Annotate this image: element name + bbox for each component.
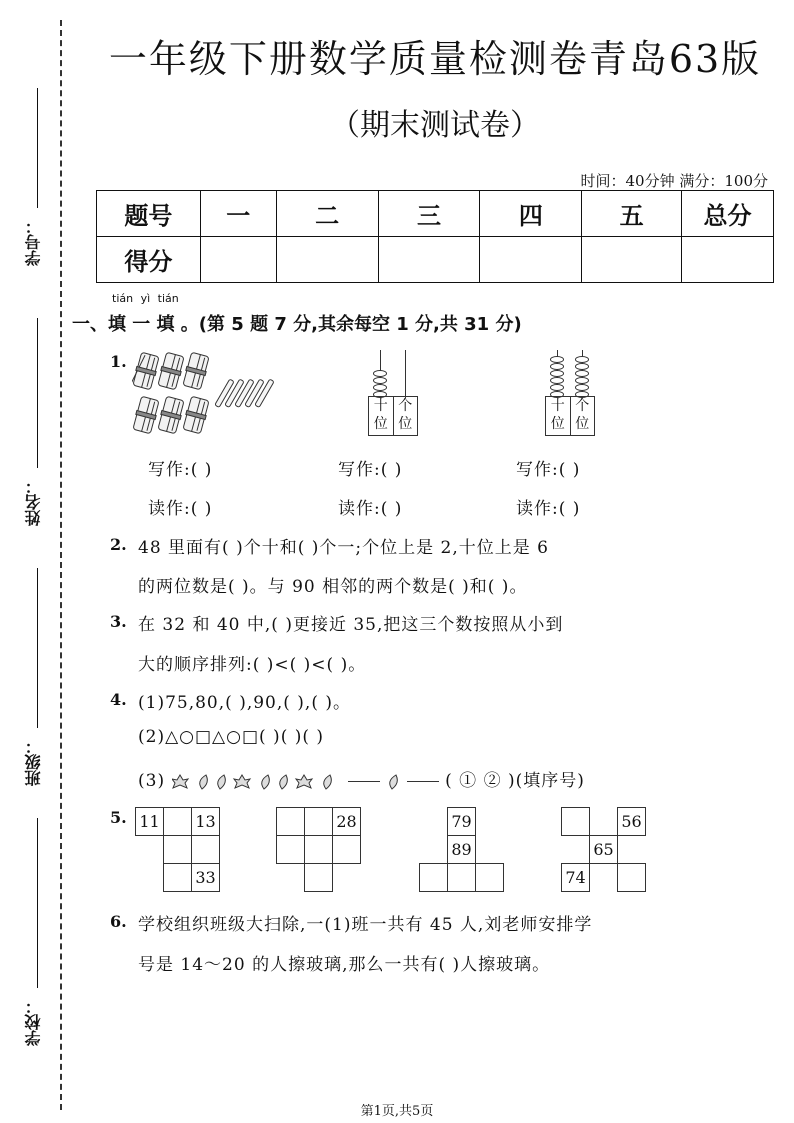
score-header-cell: 四: [480, 191, 582, 237]
grid-cell[interactable]: [332, 835, 361, 864]
q1-write-2: 写作:( ): [338, 460, 403, 480]
grid-cell[interactable]: [163, 807, 192, 836]
tens-place-label: 十位: [369, 397, 394, 435]
page-subtitle: （期末测试卷）: [330, 108, 540, 143]
section-pinyin: tián yì tián: [112, 292, 179, 305]
grid-cell[interactable]: [191, 835, 220, 864]
score-header-cell: 三: [378, 191, 480, 237]
grid-cell: 65: [589, 835, 618, 864]
maple-leaf-pattern-icon: [172, 773, 342, 791]
grid-cell: 74: [561, 863, 590, 892]
grid-cell: 79: [447, 807, 476, 836]
grid-cell: 56: [617, 807, 646, 836]
section-heading: 一、填 一 填 。(第 5 题 7 分,其余每空 1 分,共 31 分): [72, 314, 522, 335]
name-field: 姓名：: [22, 318, 52, 528]
single-sticks: [215, 379, 274, 407]
score-row-label: 得分: [97, 237, 201, 283]
score-header-cell: 二: [276, 191, 378, 237]
question-number: 1.: [110, 352, 127, 371]
class-field: 班级：: [22, 568, 52, 788]
question-number: 6.: [110, 912, 127, 931]
q1-write-3: 写作:( ): [516, 460, 581, 480]
page-footer: 第1页,共5页: [360, 1104, 434, 1119]
question-number: 3.: [110, 612, 127, 631]
grid-cell[interactable]: [475, 863, 504, 892]
grid-cell[interactable]: [304, 835, 333, 864]
score-header-cell: 总分: [682, 191, 774, 237]
answer-blank[interactable]: [348, 781, 380, 782]
grid-cell[interactable]: [304, 807, 333, 836]
q1-read-3: 读作:( ): [516, 499, 581, 519]
score-header-cell: 五: [582, 191, 682, 237]
q4-line3-prefix: (3): [138, 771, 166, 791]
q1-write-1: 写作:( ): [148, 460, 213, 480]
q4-line1: (1)75,80,( ),90,( ),( )。: [138, 693, 352, 713]
student-id-field: 学号：: [22, 88, 52, 268]
q6-line2: 号是 14～20 的人擦玻璃,那么一共有( )人擦玻璃。: [138, 955, 551, 975]
stick-bundle: [158, 396, 184, 434]
q4-line2: (2)△○□△○□( )( )( ): [138, 727, 325, 747]
score-header-cell: 一: [200, 191, 276, 237]
grid-cell: 13: [191, 807, 220, 836]
grid-cell[interactable]: [561, 807, 590, 836]
score-header-cell: 题号: [97, 191, 201, 237]
binding-dashed-line: [60, 20, 62, 1110]
q4-line3: [138, 766, 585, 791]
grid-cell[interactable]: [276, 835, 305, 864]
stick-bundle: [132, 352, 159, 390]
stick-bundles-illustration: [132, 350, 282, 440]
stick-bundle: [183, 396, 209, 434]
grid-cell[interactable]: [447, 863, 476, 892]
q2-line2: 的两位数是( )。与 90 相邻的两个数是( )和( )。: [138, 577, 528, 597]
score-table-score-row: [97, 237, 774, 283]
grid-cell: 28: [332, 807, 361, 836]
grid-cell[interactable]: [163, 863, 192, 892]
q6-line1: 学校组织班级大扫除,一(1)班一共有 45 人,刘老师安排学: [138, 915, 593, 935]
score-cell[interactable]: [276, 237, 378, 283]
ones-place-label: 个位: [398, 398, 413, 432]
question-number: 5.: [110, 808, 127, 827]
grid-cell: 11: [135, 807, 164, 836]
stick-bundle: [133, 396, 159, 434]
question-number: 2.: [110, 535, 127, 554]
score-cell[interactable]: [682, 237, 774, 283]
time-info: 时间：40分钟 满分：100分: [580, 172, 768, 190]
grid-cell[interactable]: [617, 863, 646, 892]
stick-bundle: [158, 352, 184, 390]
tens-place-label: 十位: [546, 397, 571, 435]
grid-cell: 89: [447, 835, 476, 864]
score-cell[interactable]: [200, 237, 276, 283]
q3-line2: 大的顺序排列:( )<( )<( )。: [138, 655, 367, 675]
page-title: 一年级下册数学质量检测卷青岛63版: [108, 37, 762, 81]
score-cell[interactable]: [480, 237, 582, 283]
score-table: [96, 190, 774, 283]
grid-cell[interactable]: [419, 863, 448, 892]
answer-blank[interactable]: [407, 781, 439, 782]
abacus-2: [545, 350, 595, 440]
leaf-icon: [386, 773, 400, 791]
grid-cell[interactable]: [163, 835, 192, 864]
score-cell[interactable]: [582, 237, 682, 283]
score-table-header-row: [97, 191, 774, 237]
q1-read-2: 读作:( ): [338, 499, 403, 519]
school-field: 学校：: [22, 818, 52, 1048]
q1-read-1: 读作:( ): [148, 499, 213, 519]
grid-cell[interactable]: [276, 807, 305, 836]
grid-cell: 33: [191, 863, 220, 892]
ones-place-label: 个位: [575, 398, 590, 432]
stick-bundle: [183, 352, 209, 390]
q4-line3-options: ( ① ② )(填序号): [445, 771, 585, 791]
score-cell[interactable]: [378, 237, 480, 283]
question-number: 4.: [110, 690, 127, 709]
q3-line1: 在 32 和 40 中,( )更接近 35,把这三个数按照从小到: [138, 615, 564, 635]
abacus-1: [368, 350, 418, 440]
q2-line1: 48 里面有( )个十和( )个一;个位上是 2,十位上是 6: [138, 538, 549, 558]
grid-cell[interactable]: [304, 863, 333, 892]
